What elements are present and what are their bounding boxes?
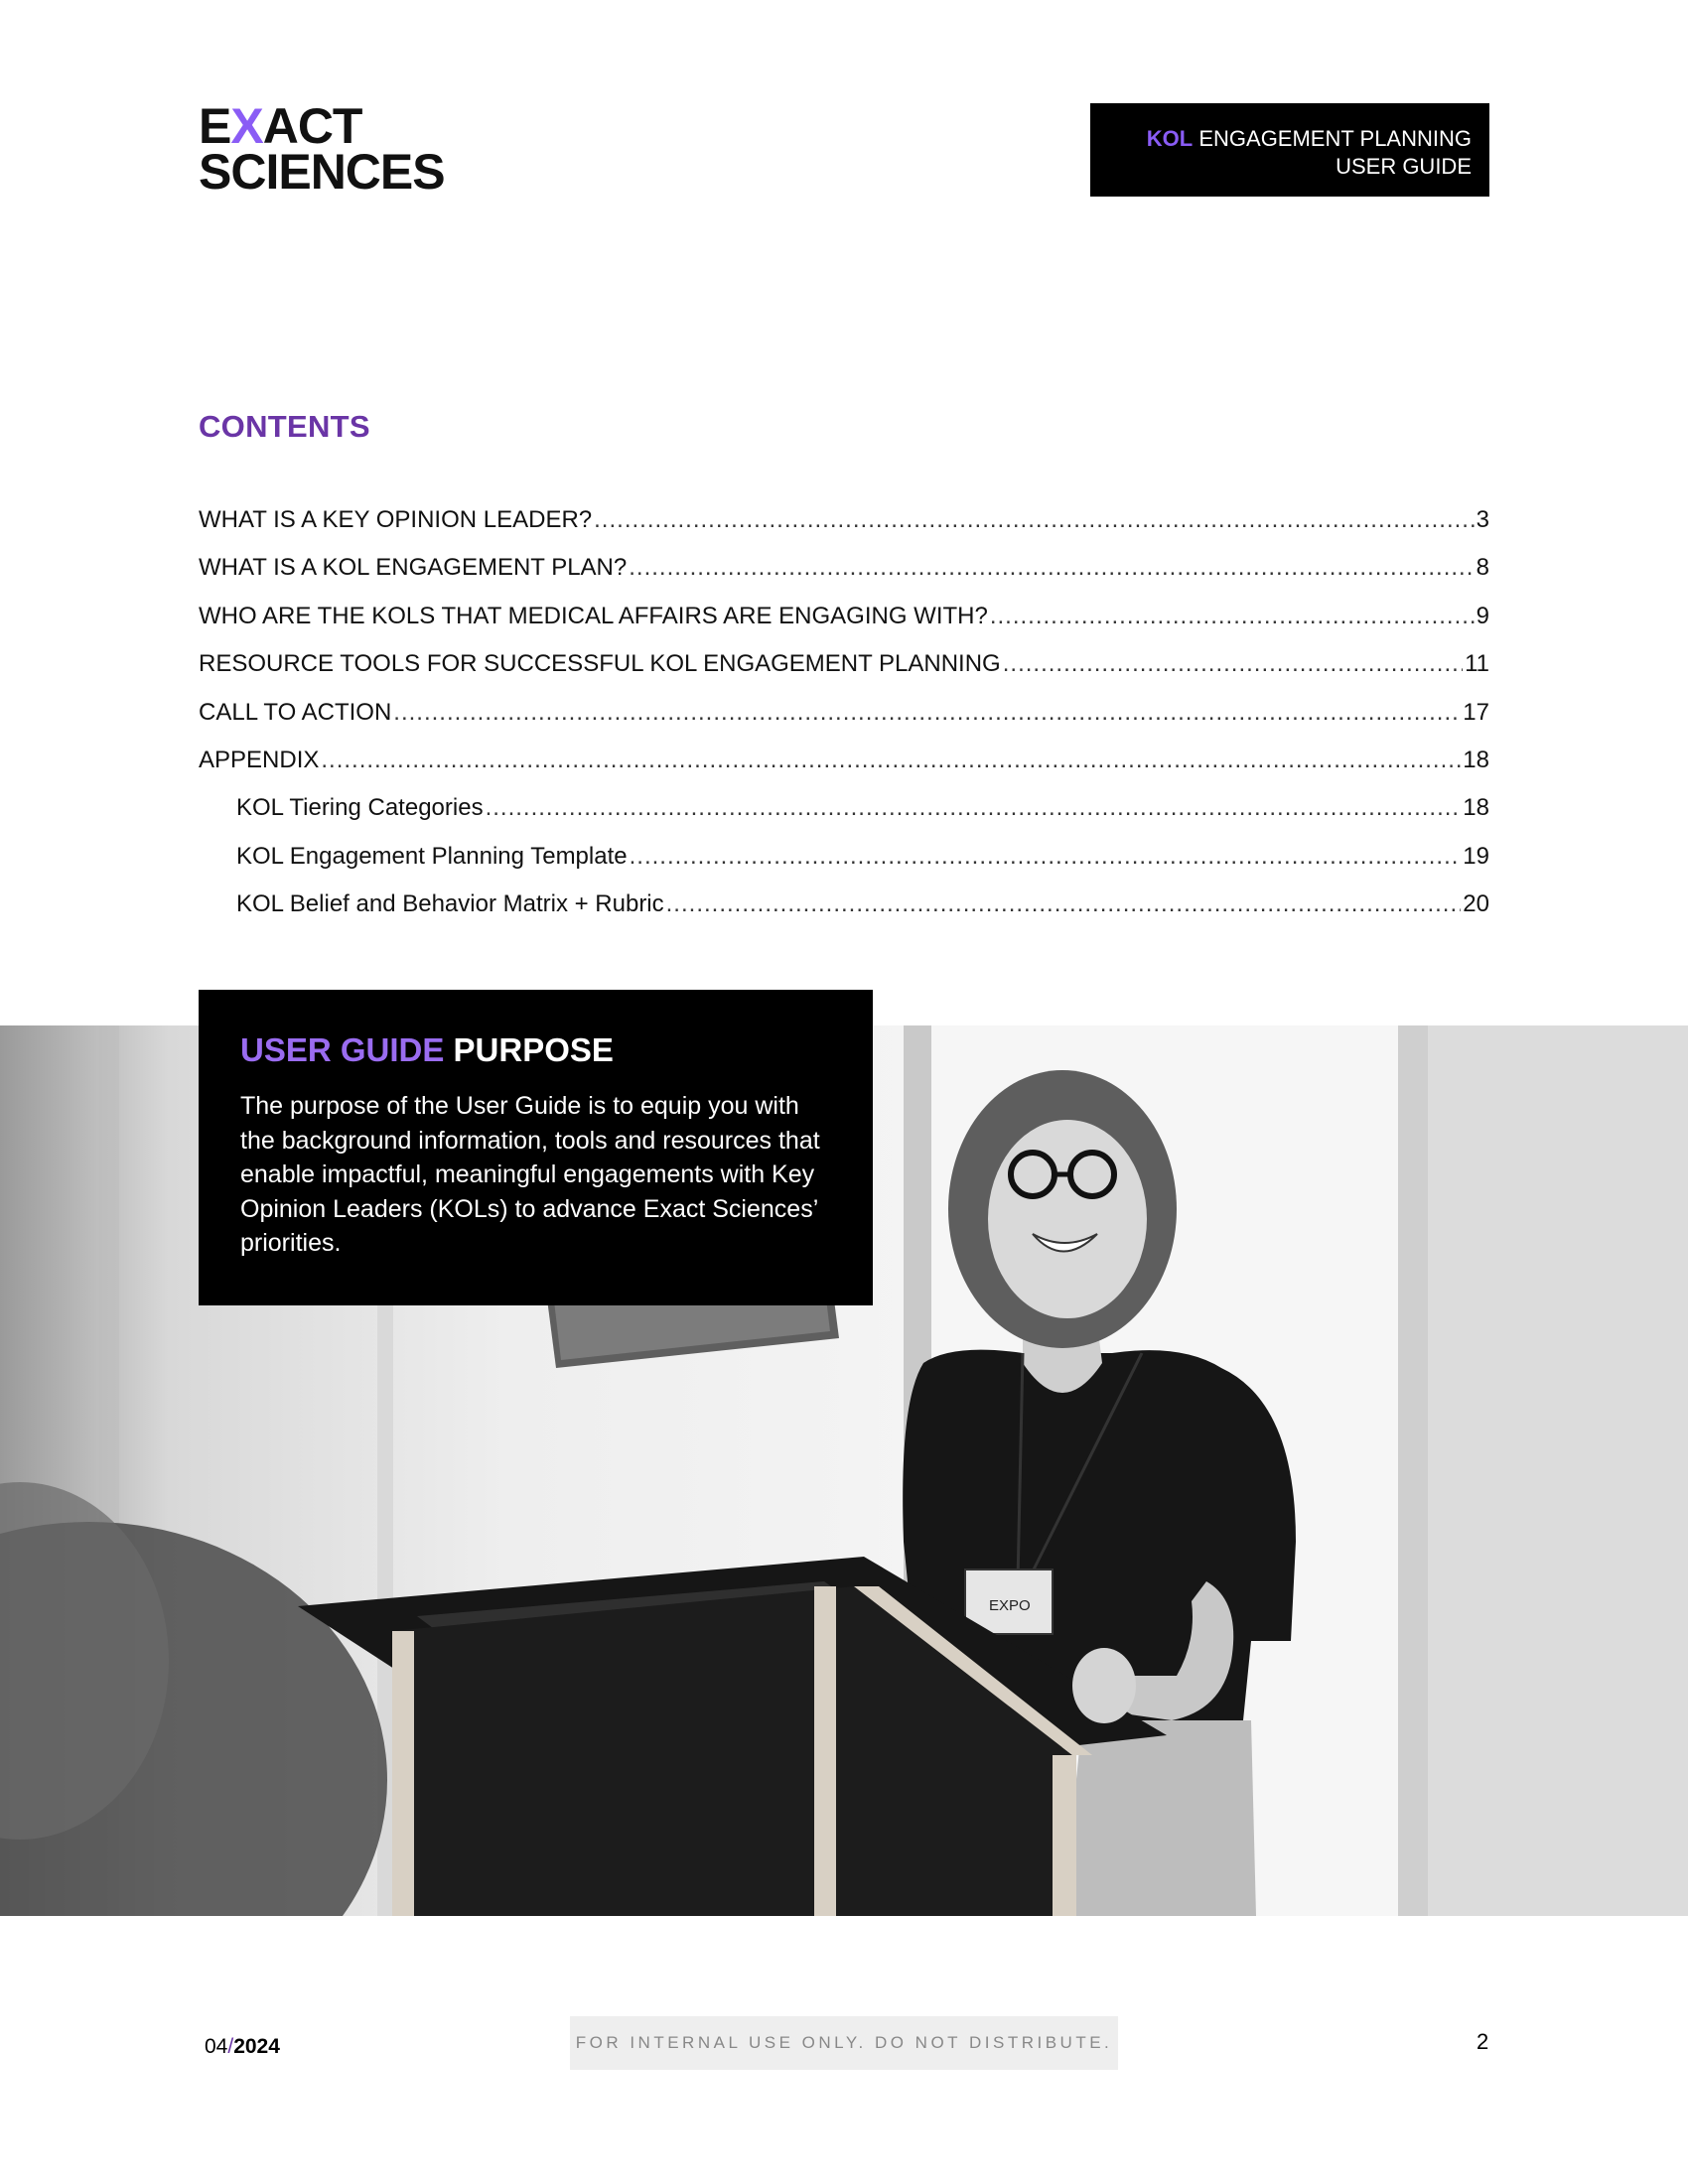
logo-line-2: SCIENCES <box>199 144 445 200</box>
purpose-body-text: The purpose of the User Guide is to equip you with the background information, tools and resources that enable impactful, meaningful engagements with Key Opinion Leaders (KOLs) to advance Exact Sciences’ priorities. <box>240 1092 820 1257</box>
page-number: 2 <box>1477 2029 1489 2054</box>
toc-item-planning-template[interactable]: KOL Engagement Planning Template ..... 19 <box>199 843 1489 890</box>
expo-badge-text: EXPO <box>989 1597 1031 1614</box>
footer-date: 04/2024 <box>205 2035 280 2058</box>
table-of-contents <box>199 506 1489 939</box>
toc-item-key-opinion-leader[interactable]: WHAT IS A KEY OPINION LEADER? ..... 3 <box>199 506 1489 554</box>
logo-line-1: EXACT <box>199 98 362 154</box>
document-header-box <box>1090 103 1489 197</box>
toc-item-belief-behavior-matrix[interactable]: KOL Belief and Behavior Matrix + Rubric ..... 20 <box>199 890 1489 938</box>
user-guide-purpose-box <box>199 990 873 1305</box>
toc-item-engagement-plan[interactable]: WHAT IS A KOL ENGAGEMENT PLAN? ..... 8 <box>199 554 1489 602</box>
purpose-title: USER GUIDE PURPOSE <box>240 1031 614 1068</box>
toc-item-call-to-action[interactable]: CALL TO ACTION ..... 17 <box>199 699 1489 747</box>
toc-item-appendix[interactable]: APPENDIX ..... 18 <box>199 747 1489 794</box>
exact-sciences-logo <box>199 98 496 200</box>
header-title: KOL ENGAGEMENT PLANNING <box>1146 126 1472 151</box>
toc-item-kols-medical-affairs[interactable]: WHO ARE THE KOLS THAT MEDICAL AFFAIRS ARE ENGAGING WITH? ..... 9 <box>199 603 1489 650</box>
header-subtitle: USER GUIDE <box>1336 154 1472 179</box>
toc-item-resource-tools[interactable]: RESOURCE TOOLS FOR SUCCESSFUL KOL ENGAGEMENT PLANNING ..... 11 <box>199 650 1489 698</box>
internal-use-notice: FOR INTERNAL USE ONLY. DO NOT DISTRIBUTE. <box>570 2016 1118 2070</box>
toc-item-tiering-categories[interactable]: KOL Tiering Categories ..... 18 <box>199 794 1489 842</box>
contents-heading: CONTENTS <box>199 409 370 444</box>
